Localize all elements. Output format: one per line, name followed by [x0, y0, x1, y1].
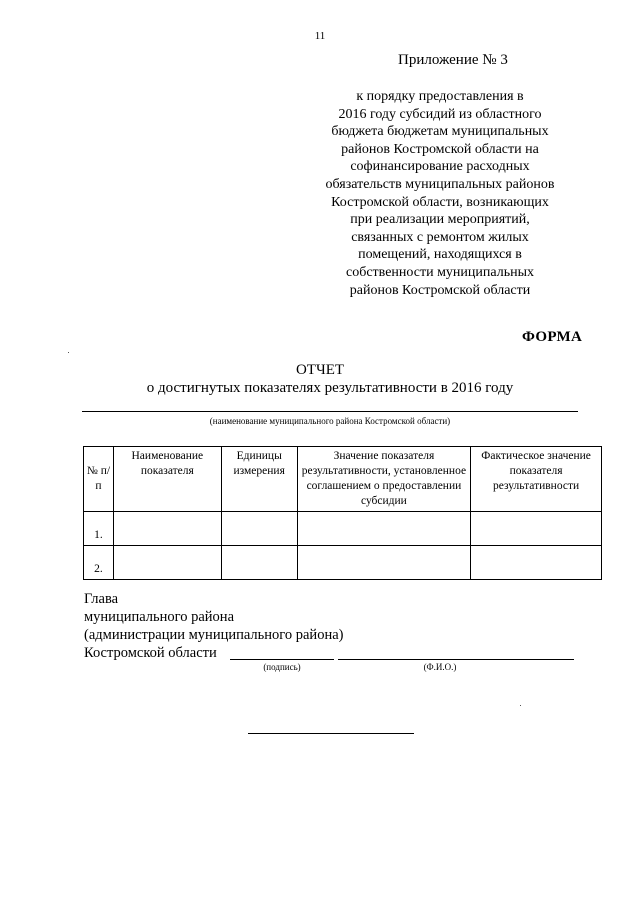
closing-line [248, 733, 414, 734]
appendix-line: 2016 году субсидий из областного [338, 106, 542, 122]
col-header-indicator-name: Наименование показателя [113, 447, 221, 512]
appendix-line: обязательств муниципальных районов [325, 176, 555, 192]
appendix-line: собственности муниципальных [346, 264, 534, 280]
appendix-line: районов Костромской области на [341, 141, 539, 157]
cell-indicator-name [113, 546, 221, 580]
col-header-units: Единицы измерения [221, 447, 297, 512]
appendix-text [325, 88, 555, 299]
cell-number: 2. [84, 546, 114, 580]
cell-target-value [297, 546, 471, 580]
appendix-line: бюджета бюджетам муниципальных [331, 124, 549, 140]
cell-units [221, 512, 297, 546]
signature-hint: (подпись) [263, 662, 301, 672]
report-title: ОТЧЕТ [295, 362, 345, 378]
scan-dot [68, 352, 69, 353]
table-header-row [84, 447, 602, 512]
appendix-line: при реализации мероприятий, [350, 212, 530, 228]
signature-line [230, 659, 334, 660]
cell-units [221, 546, 297, 580]
indicators-table [83, 446, 602, 580]
table-row [84, 546, 602, 580]
appendix-line: софинансирование расходных [350, 159, 530, 175]
cell-indicator-name [113, 512, 221, 546]
scan-dot [520, 705, 521, 706]
table-row [84, 512, 602, 546]
full-name-hint: (Ф.И.О.) [423, 662, 457, 672]
col-header-actual-value: Фактическое значение показателя результативности [471, 447, 602, 512]
form-label: ФОРМА [522, 329, 583, 345]
page-number: 11 [314, 30, 326, 42]
signature-role-line3: (администрации муниципального района) [84, 627, 344, 643]
appendix-line: районов Костромской области [349, 282, 531, 298]
appendix-line: помещений, находящихся в [358, 247, 522, 263]
signature-role-line1: Глава [84, 591, 119, 607]
col-header-target-value: Значение показателя результативности, установленное соглашением о предоставлении субсидии [297, 447, 471, 512]
appendix-line: Костромской области, возникающих [331, 194, 549, 210]
appendix-line: к порядку предоставления в [356, 89, 524, 104]
cell-actual-value [471, 512, 602, 546]
signature-role-line4: Костромской области [84, 645, 217, 661]
report-subtitle: о достигнутых показателях результативности в 2016 году [146, 380, 514, 396]
cell-actual-value [471, 546, 602, 580]
appendix-line: связанных с ремонтом жилых [351, 229, 529, 245]
signature-role-line2: муниципального района [84, 609, 234, 625]
full-name-line [338, 659, 574, 660]
district-name-hint: (наименование муниципального района Костромской области) [209, 416, 451, 426]
cell-number: 1. [84, 512, 114, 546]
appendix-title: Приложение № 3 [398, 52, 508, 68]
district-name-line [82, 411, 578, 412]
col-header-number: № п/п [84, 447, 114, 512]
cell-target-value [297, 512, 471, 546]
